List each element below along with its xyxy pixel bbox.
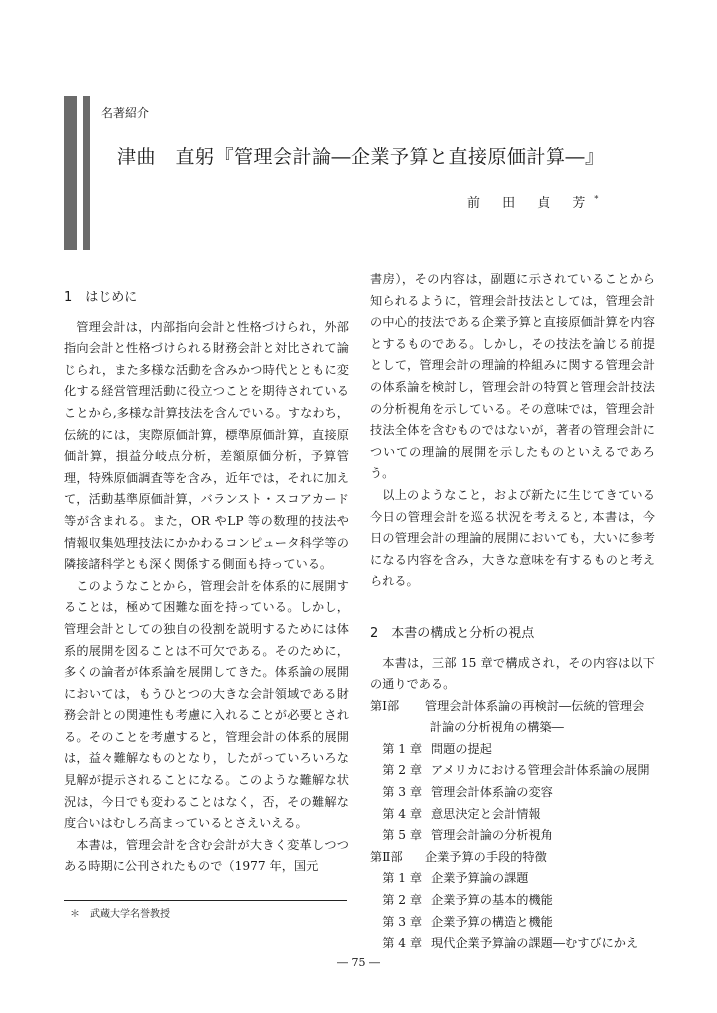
toc-chapter: [370, 890, 655, 912]
toc-chapter: [370, 739, 655, 761]
toc-chapter-label: 第 1 章: [382, 871, 423, 886]
toc-chapter-label: 第 1 章: [382, 741, 423, 756]
paragraph: 本書は，三部 15 章で構成され，その内容は以下の通りである。: [370, 655, 655, 692]
toc-chapter: [370, 868, 655, 890]
author-name: [467, 192, 598, 211]
paragraph: このようなことから，管理会計を体系的に展開することは，極めて困難な面を持っている。しかし，管理会計としての独自の役割を説明するためには体系的展開を図ることは不可欠である。そのために，多くの論者が体系論を展開してきた。体系論の展開においては，もうひとつの大きな会計領域である財務会計との関連性も考慮に入れることが必要とされる。そのことを考慮すると，管理会計の体系的展開は，益々難解なものとなり，したがっていろいろな見解が提示されることになる。このような難解な状況は，今日でも変わることはなく，否，その難解な度合いはむしろ高まっているとさえいえる。: [64, 578, 349, 831]
decorative-bar-narrow: [83, 96, 90, 250]
toc-chapter-label: 第 4 章: [382, 936, 423, 951]
toc-part-title-cont: 計論の分析視角の構築―: [429, 720, 564, 735]
toc-chapter-title: 管理会計論の分析視角: [430, 828, 553, 843]
toc-chapter-label: 第 3 章: [382, 914, 423, 929]
toc-part: [370, 696, 655, 718]
paragraph: 本書は，管理会計を含む会計が大きく変革しつつある時期に公刊されたもので（1977 年，国元: [64, 837, 349, 874]
toc-chapter: [370, 912, 655, 934]
paragraph: 管理会計は，内部指向会計と性格づけられ，外部指向会計と性格づけられる財務会計と対比されて論じられ，また多様な活動を含みかつ時代とともに変化する経営管理活動に役立つことを期待されていることから,多様な計算技法を含んでいる。すなわち，伝統的には，実際原価計算，標準原価計算，直接原価計算，損益分岐点分析，差額原価分析，予算管理，特殊原価調査等を含み，近年では，それに加えて，活動基準原価計算，バランスト・スコアカード等が含まれる。また，OR やLP 等の数理的技法や情報収集処理技法にかかわるコンピュータ科学等の隣接諸科学とも深く関係する側面も持っている。: [64, 319, 349, 572]
toc-chapter-title: アメリカにおける管理会計体系論の展開: [430, 763, 650, 778]
footnote-text: 武蔵大学名誉教授: [90, 909, 170, 920]
toc-chapter-title: 企業予算論の課題: [430, 871, 529, 886]
toc-chapter: [370, 760, 655, 782]
decorative-bar-wide: [64, 96, 77, 250]
toc-chapter-label: 第 2 章: [382, 763, 423, 778]
toc-chapter: [370, 804, 655, 826]
author-text: 前 田 貞 芳: [467, 196, 595, 211]
toc-chapter: [370, 825, 655, 847]
footnote-mark: ＊: [70, 909, 80, 920]
toc-chapter-label: 第 3 章: [382, 785, 423, 800]
toc-chapter-title: 問題の提起: [430, 741, 492, 756]
left-column: [64, 287, 349, 878]
toc-part-label: 第Ⅰ部: [370, 698, 400, 713]
toc-part-title: 企業予算の手段的特徴: [424, 849, 547, 864]
right-column: [370, 269, 655, 955]
toc-chapter-title: 管理会計体系論の変容: [430, 785, 553, 800]
toc-chapter-title: 企業予算の構造と機能: [430, 914, 553, 929]
toc-chapter-label: 第 2 章: [382, 893, 423, 908]
toc-part: [370, 847, 655, 869]
article-category: 名著紹介: [101, 106, 150, 120]
toc-part-title: 管理会計体系論の再検討―伝統的管理会: [424, 698, 645, 713]
toc-chapter: [370, 782, 655, 804]
toc-chapter-title: 企業予算の基本的機能: [430, 893, 553, 908]
paragraph-continuation: 書房），その内容は，副題に示されていることから知られるように，管理会計技法としては，管理会計の中心的技法である企業予算と直接原価計算を内容とするものである。しかし，その技法を論じる前提として，管理会計の理論的枠組みに関する管理会計の体系論を検討し，管理会計の特質と管理会計技法の分析視角を示している。その意味では，管理会計技法全体を含むものではないが，著者の管理会計についての理論的展開を示したものといえるであろう。: [370, 272, 655, 481]
section-1-heading: 1 はじめに: [64, 290, 138, 305]
toc-chapter-label: 第 4 章: [382, 806, 423, 821]
toc-chapter-label: 第 5 章: [382, 828, 423, 843]
section-2-heading: 2 本書の構成と分析の視点: [370, 625, 535, 641]
article-title: 津曲 直躬『管理会計論―企業予算と直接原価計算―』: [117, 146, 605, 168]
toc-chapter-title: 現代企業予算論の課題―むすびにかえ: [430, 936, 639, 951]
footnote-divider: [64, 900, 347, 901]
author-footnote-mark: *: [594, 194, 599, 204]
paragraph: 以上のようなこと，および新たに生じてきている今日の管理会計を巡る状況を考えると, 本書は，今日の管理会計の理論的展開においても，大いに参考になる内容を含み，大きな意味を有するものと考えられる。: [370, 487, 655, 589]
toc-chapter: [370, 933, 655, 955]
table-of-contents: [370, 696, 655, 955]
footnote: [70, 905, 170, 920]
toc-chapter-title: 意思決定と会計情報: [430, 806, 541, 821]
toc-part-label: 第Ⅱ部: [370, 849, 403, 864]
page-number: ― 75 ―: [337, 956, 380, 969]
